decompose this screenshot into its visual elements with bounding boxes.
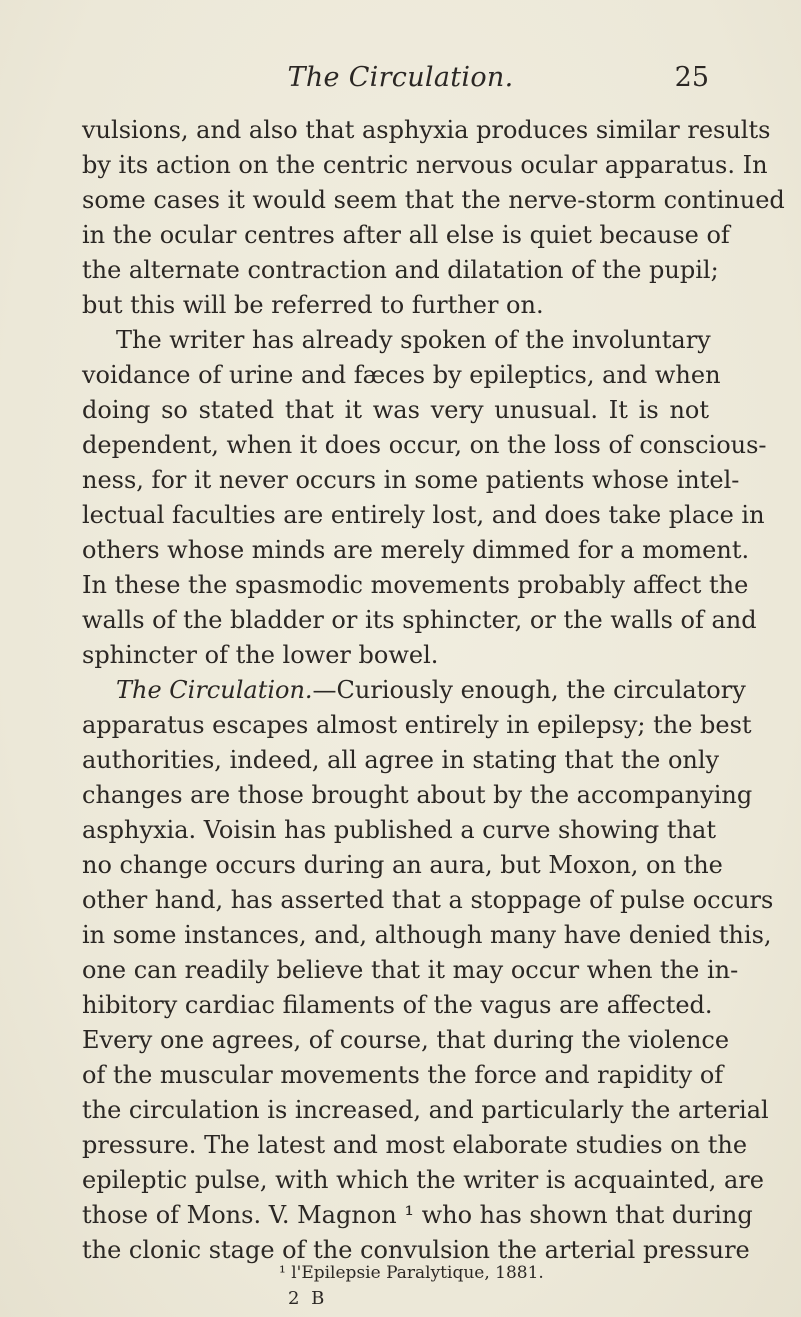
text-line: asphyxia. Voisin has published a curve showing that [82, 816, 716, 844]
text-line: ness, for it never occurs in some patients whose intel- [82, 466, 740, 494]
text-line: one can readily believe that it may occur when the in- [82, 956, 739, 984]
text-line: those of Mons. V. Magnon ¹ who has shown that during [82, 1201, 753, 1229]
page-number: 25 [674, 62, 709, 93]
text-line: others whose minds are merely dimmed for a moment. [82, 536, 750, 564]
text-line: Every one agrees, of course, that during the violence [82, 1026, 730, 1054]
text-line: authorities, indeed, all agree in stating that the only [82, 746, 720, 774]
section-heading-line: The Circulation.—Curiously enough, the circulatory [116, 676, 746, 704]
text-line: of the muscular movements the force and rapidity of [82, 1061, 724, 1089]
text-line: lectual faculties are entirely lost, and does take place in [82, 501, 765, 529]
text-line: apparatus escapes almost entirely in epilepsy; the best [82, 711, 752, 739]
text-line: in some instances, and, although many have denied this, [82, 921, 772, 949]
text-line: the alternate contraction and dilatation of the pupil; [82, 256, 719, 284]
section-heading: The Circulation. [116, 676, 313, 704]
footnote: ¹ l'Epilepsie Paralytique, 1881. [279, 1263, 544, 1283]
text-line: pressure. The latest and most elaborate studies on the [82, 1131, 748, 1159]
text-line: dependent, when it does occur, on the loss of conscious- [82, 431, 767, 459]
text-line: the clonic stage of the convulsion the arterial pressure [82, 1236, 750, 1264]
text-line: walls of the bladder or its sphincter, or the walls of and [82, 606, 757, 634]
signature-mark: 2 B [288, 1288, 328, 1309]
text-line: hibitory cardiac filaments of the vagus are affected. [82, 991, 713, 1019]
text-line: voidance of urine and fæces by epileptics, and when [82, 361, 721, 389]
text-line: The writer has already spoken of the involuntary [116, 326, 711, 354]
text-line: some cases it would seem that the nerve-storm continued [82, 186, 785, 214]
running-title: The Circulation. [287, 62, 514, 93]
text-line: other hand, has asserted that a stoppage of pulse occurs [82, 886, 774, 914]
text-line: but this will be referred to further on. [82, 291, 544, 319]
text-line: the circulation is increased, and particularly the arterial [82, 1096, 769, 1124]
text-line: in the ocular centres after all else is quiet because of [82, 221, 730, 249]
text-line: vulsions, and also that asphyxia produces similar results [82, 116, 771, 144]
text-line: sphincter of the lower bowel. [82, 641, 439, 669]
text-line: epileptic pulse, with which the writer is acquainted, are [82, 1166, 764, 1194]
text-line: by its action on the centric nervous ocular apparatus. In [82, 151, 768, 179]
text-line: In these the spasmodic movements probably affect the [82, 571, 749, 599]
text-line: doing so stated that it was very unusual. It is not [82, 396, 709, 424]
text-line: no change occurs during an aura, but Moxon, on the [82, 851, 723, 879]
text-line: changes are those brought about by the accompanying [82, 781, 753, 809]
